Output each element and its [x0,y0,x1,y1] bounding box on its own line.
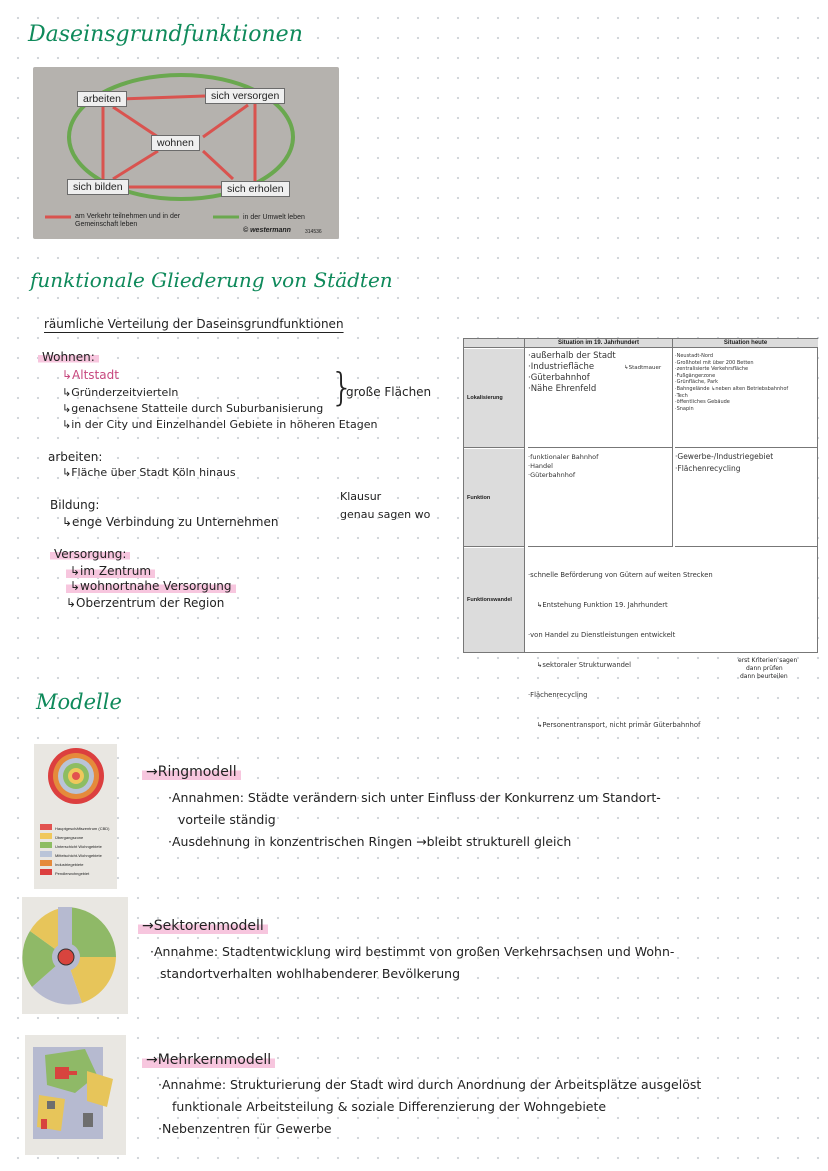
lok-19-line-2: ·Industriefläche [528,362,595,372]
section-title-modelle: Modelle [36,690,122,714]
ring-legend-3: Unterschicht Wohngebiete [55,844,102,849]
cell-lokalisierung-heute [675,353,818,448]
sektorenmodell-graphic [22,897,128,1014]
ringmodell-line-3: ·Ausdehnung in konzentrischen Ringen →bleibt strukturell gleich [168,834,572,849]
arbeiten-item-1: ↳Fläche über Stadt Köln hinaus [62,466,236,479]
lok-heute-line-9: ·Snapin [675,405,694,412]
cell-funktion-heute [675,451,818,547]
dgf-diagram [33,67,339,239]
fkt-19-line-2: ·Handel [528,462,553,470]
lok-heute-line-6: ·Bahngelände ↳neben alten Betriebsbahnhof [675,385,789,392]
table-header-19jh: Situation im 19. Jahrhundert [525,339,672,348]
node-arbeiten: arbeiten [77,91,127,107]
side-note-3: dann beurteilen [740,673,788,680]
sektorenmodell-image [22,897,128,1014]
klausur-note-1: Klausur [340,490,382,503]
ring-legend-4: Mittelschicht-Wohngebiete [55,853,102,858]
ring-legend-6: Pendlerwohngebiet [55,871,90,876]
fkt-19-line-1: ·funktionaler Bahnhof [528,453,599,461]
versorgung-item-1-text: ↳im Zentrum [66,564,155,578]
row-label-lokalisierung: Lokalisierung [464,349,524,448]
arbeiten-label: arbeiten: [48,450,103,464]
lok-19-line-3: ·Güterbahnhof [528,373,590,383]
bildung-item-1: ↳enge Verbindung zu Unternehmen [62,515,279,529]
ring-legend-5: Industriegebiete [55,862,84,867]
cell-lokalisierung-19jh [528,351,672,448]
mehrkernmodell-line-3: ·Nebenzentren für Gewerbe [158,1121,332,1136]
fw-line-1: ·schnelle Beförderung von Gütern auf weiten Strecken [528,571,713,579]
side-note-2: dann prüfen [746,665,783,672]
lok-heute-line-1: ·Neustadt-Nord [675,353,714,359]
fw-line-6: ↳Personentransport, nicht primär Güterbahnhof [528,721,701,729]
node-wohnen: wohnen [151,135,200,151]
fkt-heute-line-2: ·Flächenrecycling [675,464,741,473]
lok-heute-line-3: ·zentralisierte Verkehrsfläche [675,366,749,373]
fkt-heute-line-1: ·Gewerbe-/Industriegebiet [675,452,774,461]
fw-line-4: ↳sektoraler Strukturwandel [528,661,632,669]
lok-heute-line-2: ·Großhotel mit über 200 Betten [675,359,754,366]
lok-heute-line-4: ·Fußgängerzone [675,372,716,379]
wohnen-item-3: ↳genachsene Statteile durch Suburbanisierung [62,402,324,415]
subtitle-verteilung: räumliche Verteilung der Daseinsgrundfunktionen [44,317,344,331]
ring-legend-1: Hauptgeschäftszentrum (CBD) [55,826,110,831]
versorgung-item-2-text: ↳wohnortnahe Versorgung [66,579,236,593]
mehrkernmodell-title [142,1052,275,1068]
fkt-19-line-3: ·Güterbahnhof [528,471,576,479]
lok-19-note: ↳Stadtmauer [624,365,662,371]
lok-heute-line-8: ·öffentliches Gebäude [675,399,730,406]
ringmodell-line-1: ·Annahmen: Städte verändern sich unter Einfluss der Konkurrenz um Standort- [168,790,661,805]
versorgung-label-text: Versorgung: [50,547,130,561]
lok-heute-line-5: ·Grünfläche, Park [675,379,719,386]
brace-symbol: } [330,365,355,409]
versorgung-item-3: ↳Oberzentrum der Region [66,596,225,610]
mehrkernmodell-title-text: →Mehrkernmodell [142,1052,275,1068]
legend-red-text: am Verkehr teilnehmen und in der Gemeinschaft leben [75,213,181,228]
credit-text: © westermann [243,227,291,234]
row-label-funktion: Funktion [464,449,524,547]
ring-legend-2: Übergangszone [55,835,84,840]
section-title-gliederung: funktionale Gliederung von Städten [30,268,393,292]
sektorenmodell-line-2: standortverhalten wohlhabenderer Bevölkerung [160,966,461,981]
section-title-dgf: Daseinsgrundfunktionen [28,22,303,47]
cell-funktion-19jh [528,453,672,547]
versorgung-label [50,547,130,561]
ringmodell-title [142,764,241,780]
sektorenmodell-title-text: →Sektorenmodell [138,918,268,934]
klausur-note-2: genau sagen wo [340,508,431,521]
sektorenmodell-title [138,918,268,934]
mehrkernmodell-line-1: ·Annahme: Strukturierung der Stadt wird durch Anordnung der Arbeitsplätze ausgelöst [158,1077,702,1092]
mehrkernmodell-line-2: funktionale Arbeitsteilung & soziale Differenzierung der Wohngebiete [172,1099,607,1114]
sektorenmodell-line-1: ·Annahme: Stadtentwicklung wird bestimmt von großen Verkehrsachsen und Wohn- [150,944,675,959]
node-bilden: sich bilden [67,179,129,195]
wohnen-label-text: Wohnen: [38,350,99,364]
row-label-funktionswandel: Funktionswandel [464,548,524,652]
mehrkernmodell-image [25,1035,126,1155]
ringmodell-line-2: vorteile ständig [178,812,276,827]
bildung-label: Bildung: [50,498,100,512]
versorgung-item-2 [66,579,236,593]
fw-line-2: ↳Entstehung Funktion 19. Jahrhundert [528,601,668,609]
wohnen-item-4: ↳in der City und Einzelhandel Gebiete in höheren Etagen [62,418,378,431]
fw-line-5: ·Flächenrecycling [528,691,588,699]
credit-number: 314536 [305,229,322,235]
node-versorgen: sich versorgen [205,88,285,104]
lok-19-line-1: ·außerhalb der Stadt [528,351,616,361]
ringmodell-image [34,744,117,889]
side-note-1: erst Kriterien sagen [738,657,798,664]
table-header-empty [464,339,524,348]
wohnen-item-1: ↳Altstadt [62,368,119,382]
fw-line-3: ·von Handel zu Dienstleistungen entwickelt [528,631,676,639]
legend-green-text: in der Umwelt leben [243,214,305,221]
table-header-heute: Situation heute [673,339,818,348]
wohnen-label [38,350,99,364]
node-erholen: sich erholen [221,181,290,197]
mehrkernmodell-graphic [25,1035,126,1155]
versorgung-item-1 [66,564,155,578]
lok-heute-line-7: ·Tech [675,392,688,399]
wohnen-item-2: ↳Gründerzeitvierteln [62,386,179,399]
lok-19-line-4: ·Nähe Ehrenfeld [528,384,597,394]
ringmodell-title-text: →Ringmodell [142,764,241,780]
brace-note: große Flächen [346,385,432,399]
